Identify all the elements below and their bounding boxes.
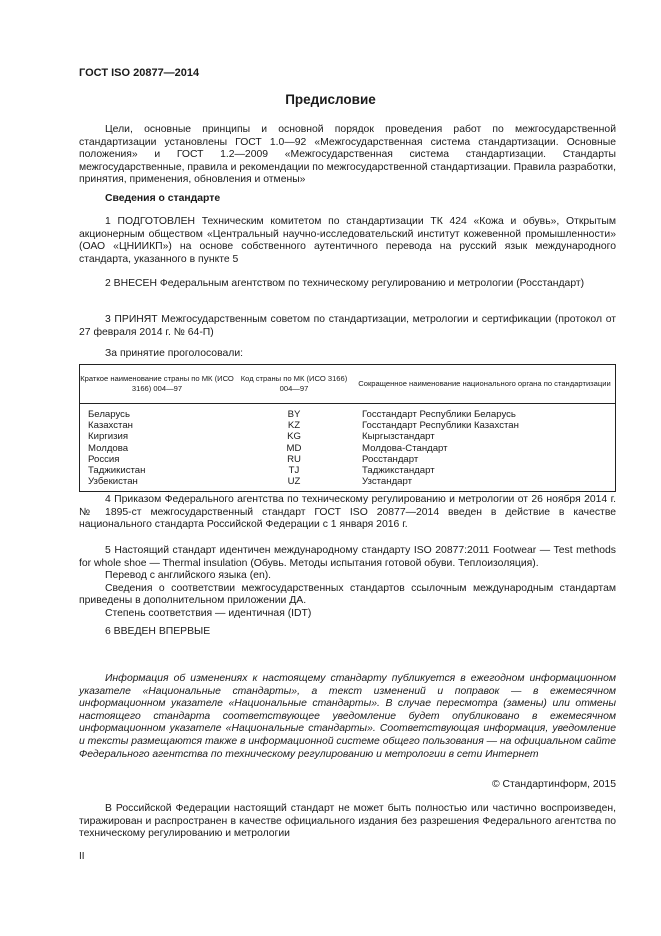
table-cell-country: Таджикистан [88,465,146,477]
table-body [80,404,615,491]
voting-table [79,364,616,492]
vote-label-block [79,348,616,361]
item-5-references: Сведения о соответствии межгосударственных стандартов ссылочным международным стандартам приведены в дополнительном приложении ДА. [79,582,616,607]
table-cell-code: BY [287,409,301,420]
item-5-paragraph: 5 Настоящий стандарт идентичен международному стандарту ISO 20877:2011 Footwear — Test methods for whole shoe — Thermal insulation (Обувь. Методы испытания готовой обуви. Теплоизоляция). [79,545,616,569]
table-cell-body: Росстандарт [362,453,419,465]
table-cell-body: Таджикстандарт [362,465,435,477]
table-cell-body: Госстандарт Республики Казахстан [362,420,519,432]
reproduction-block [79,803,616,841]
item-2-paragraph: 2 ВНЕСЕН Федеральным агентством по техническому регулированию и метрологии (Росстандарт) [105,278,585,289]
table-cell-body: Кыргызстандарт [362,431,435,443]
intro-section [79,124,616,187]
table-cell-country: Молдова [88,442,129,454]
table-column-code [234,409,354,487]
table-cell-code: UZ [287,476,301,488]
table-cell-country: Киргизия [88,431,129,443]
table-cell-code: KZ [287,420,301,432]
table-cell-code: KG [287,431,301,443]
item-3-block [79,314,616,339]
item-5-block [79,545,616,621]
table-header-row [80,365,615,404]
table-cell-country: Казахстан [88,420,133,432]
table-column-country [80,409,234,487]
changes-notice: Информация об изменениях к настоящему стандарту публикуется в ежегодном информационном указателе «Национальные стандарты», а текст изменений и поправок — в ежемесячном информационном указателе «Национальные стандарты». В случае пересмотра (замены) или отмены настоящего стандарта соответствующее уведомление будет опубликовано в ежемесячном информационном указателе «Национальные стандарты». Соответствующая информация, уведомление и тексты размещаются также в информационной системе общего пользования — на официальном сайте Федерального агентства по техническому регулированию и метрологии в сети Интернет [79,673,616,760]
table-cell-country: Россия [88,453,120,465]
intro-paragraph: Цели, основные принципы и основной порядок проведения работ по межгосударственной стандартизации установлены ГОСТ 1.0—92 «Межгосударственная система стандартизации. Основные положения» и ГОСТ 1.2—2009 «Межгосударственная система стандартизации. Стандарты межгосударственные, правила и рекомендации по межгосударственной стандартизации. Правила разработки, принятия, применения, обновления и отмены» [79,124,616,186]
table-header-country: Краткое наименование страны по МК (ИСО 3166) 004—97 [80,374,234,393]
item-4-paragraph: 4 Приказом Федерального агентства по техническому регулированию и метрологии от 26 ноября 2014 г. № 1895-ст межгосударственный стандарт ГОСТ ISO 20877—2014 введен в действие в качестве национального стандарта Российской Федерации с 1 января 2016 г. [79,494,616,531]
item-5-translation: Перевод с английского языка (en). [105,570,272,582]
table-cell-body: Госстандарт Республики Беларусь [362,409,516,420]
table-cell-code: MD [286,442,302,454]
table-cell-body: Молдова-Стандарт [362,442,448,454]
table-cell-code: RU [287,453,301,465]
page-number: II [79,851,85,862]
table-cell-country: Беларусь [88,409,130,420]
item-6-block [79,626,616,639]
table-cell-body: Узстандарт [362,476,413,488]
notice-block [79,673,616,761]
reproduction-notice: В Российской Федерации настоящий стандарт не может быть полностью или частично воспроизведен, тиражирован и распространен в качестве официального издания без разрешения Федерального агентства по техническому регулированию и метрологии [79,803,616,840]
item-3-paragraph: 3 ПРИНЯТ Межгосударственным советом по стандартизации, метрологии и сертификации (протокол от 27 февраля 2014 г. № 64-П) [79,314,616,338]
standard-info-heading-block [79,193,616,206]
table-header-code: Код страны по МК (ИСО 3166) 004—97 [240,374,348,393]
page-title: Предисловие [285,92,376,107]
item-5-degree: Степень соответствия — идентичная (IDT) [105,607,312,619]
item-1-block [79,216,616,266]
document-header: ГОСТ ISO 20877—2014 [79,67,200,79]
table-cell-country: Узбекистан [88,476,138,488]
copyright-line: © Стандартинформ, 2015 [491,779,616,790]
table-cell-code: TJ [288,465,300,477]
item-1-paragraph: 1 ПОДГОТОВЛЕН Техническим комитетом по стандартизации ТК 424 «Кожа и обувь», Открытым акционерным обществом «Центральный научно-исследовательский институт кожевенной промышленности» (ОАО «ЦНИИКП») на основе собственного аутентичного перевода на русский язык международного стандарта, указанного в пункте 5 [79,216,616,265]
item-4-block [79,494,616,532]
copyright-block [79,779,616,792]
item-2-block [79,278,616,291]
table-column-body [354,409,615,487]
section-subheading: Сведения о стандарте [105,193,221,204]
item-6-paragraph: 6 ВВЕДЕН ВПЕРВЫЕ [105,626,211,637]
table-header-body: Сокращенное наименование национального органа по стандартизации [358,379,611,388]
vote-label: За принятие проголосовали: [105,348,244,359]
